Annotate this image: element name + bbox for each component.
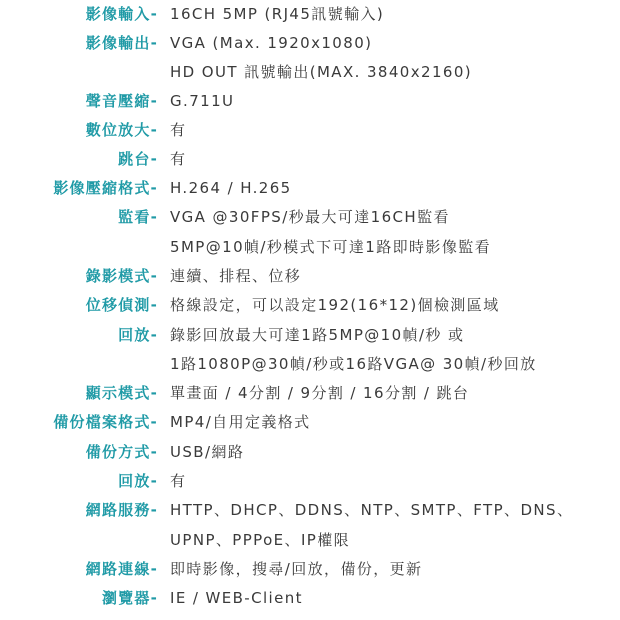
- spec-label: 回放-: [118, 472, 158, 490]
- spec-value: UPNP、PPPoE、IP權限: [170, 531, 351, 549]
- spec-label: 網路服務-: [85, 501, 158, 519]
- spec-value: 16CH 5MP (RJ45訊號輸入): [170, 5, 385, 23]
- spec-label: 備份方式-: [85, 443, 158, 461]
- spec-value: 1路1080P@30幀/秒或16路VGA@ 30幀/秒回放: [170, 355, 537, 373]
- spec-value: VGA (Max. 1920x1080): [170, 34, 373, 52]
- spec-row-network-services-continued: [0, 526, 620, 555]
- spec-value: IE / WEB-Client: [170, 589, 303, 607]
- spec-row-audio-compression: [0, 87, 620, 116]
- spec-label: 網路連線-: [85, 560, 158, 578]
- spec-value: USB/網路: [170, 443, 245, 461]
- spec-row-digital-zoom: [0, 116, 620, 145]
- spec-row-video-input: [0, 0, 620, 29]
- spec-row-playback: [0, 321, 620, 350]
- spec-row-monitoring: [0, 203, 620, 232]
- spec-row-monitoring-continued: [0, 233, 620, 262]
- spec-label: 回放-: [118, 326, 158, 344]
- spec-label: 聲音壓縮-: [85, 92, 158, 110]
- spec-row-recording-mode: [0, 262, 620, 291]
- spec-row-motion-detection: [0, 291, 620, 320]
- spec-value: HD OUT 訊號輸出(MAX. 3840x2160): [170, 63, 473, 81]
- spec-value: MP4/自用定義格式: [170, 413, 311, 431]
- spec-value: 有: [170, 121, 187, 139]
- spec-label: 顯示模式-: [85, 384, 158, 402]
- spec-row-video-compression: [0, 174, 620, 203]
- spec-value: 5MP@10幀/秒模式下可達1路即時影像監看: [170, 238, 492, 256]
- spec-value: 有: [170, 150, 187, 168]
- spec-row-channel-switch: [0, 145, 620, 174]
- spec-value: 錄影回放最大可達1路5MP@10幀/秒 或: [170, 326, 465, 344]
- spec-row-playback-continued: [0, 350, 620, 379]
- spec-row-backup-format: [0, 408, 620, 437]
- spec-value: 有: [170, 472, 187, 490]
- spec-row-playback-support: [0, 467, 620, 496]
- spec-value: H.264 / H.265: [170, 179, 292, 197]
- spec-row-browser: [0, 584, 620, 613]
- spec-value: 連續、排程、位移: [170, 267, 302, 285]
- spec-value: G.711U: [170, 92, 235, 110]
- spec-label: 備份檔案格式-: [53, 413, 158, 431]
- spec-row-network-connection: [0, 555, 620, 584]
- spec-label: 影像壓縮格式-: [53, 179, 158, 197]
- spec-label: 影像輸出-: [85, 34, 158, 52]
- spec-label: 錄影模式-: [85, 267, 158, 285]
- spec-row-video-output-continued: [0, 58, 620, 87]
- spec-label: 數位放大-: [85, 121, 158, 139]
- spec-value: HTTP、DHCP、DDNS、NTP、SMTP、FTP、DNS、: [170, 501, 574, 519]
- spec-row-display-mode: [0, 379, 620, 408]
- spec-row-backup-method: [0, 438, 620, 467]
- spec-row-video-output: [0, 29, 620, 58]
- spec-value: 單畫面 / 4分割 / 9分割 / 16分割 / 跳台: [170, 384, 470, 402]
- spec-label: 位移偵測-: [85, 296, 158, 314]
- spec-value: VGA @30FPS/秒最大可達16CH監看: [170, 208, 450, 226]
- spec-label: 瀏覽器-: [101, 589, 158, 607]
- spec-label: 跳台-: [118, 150, 158, 168]
- spec-value: 即時影像，搜尋/回放，備份，更新: [170, 560, 423, 578]
- spec-value: 格線設定，可以設定192(16*12)個檢測區域: [170, 296, 500, 314]
- spec-label: 影像輸入-: [85, 5, 158, 23]
- spec-row-network-services: [0, 496, 620, 525]
- spec-label: 監看-: [118, 208, 158, 226]
